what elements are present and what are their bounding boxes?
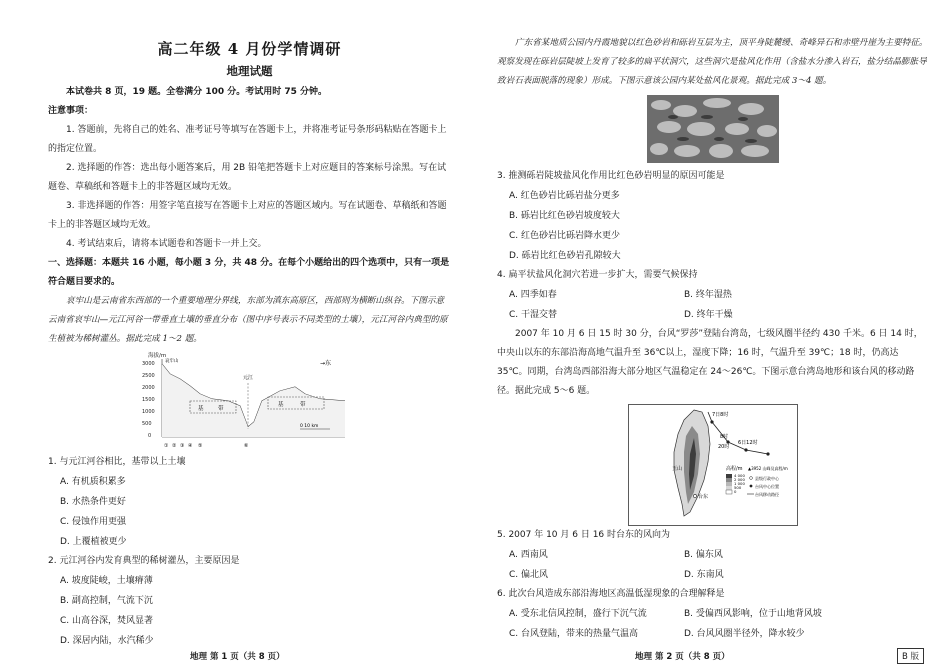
option-row [497,305,928,325]
y-tick: 1000 [141,409,155,415]
legend-elev: 0 [733,489,736,494]
option[interactable]: A. 红色砂岩比砾岩盐分更多 [509,191,620,201]
soil-number: ① [163,443,168,449]
passage-1: 哀牢山是云南省东西部的一个重要地理分界线，东部为滇东高原区，西部则为横断山纵谷。下图示意云南省哀牢山—元江河谷一带垂直土壤的垂直分布（图中序号表示不同类型的土壤），元江河谷内典型的原生植被为稀树灌丛。据此完成 1～2 题。 [48,296,448,344]
legend-peak: ▲3952 山峰及高程/m [747,466,788,471]
legend-path: 台风移动路径 [754,492,779,497]
legend-elev: 1 000 [733,481,745,486]
option[interactable]: D. 终年干燥 [684,310,733,320]
salt-weathering-photo [647,95,779,163]
peak-label: 哀牢山 [164,359,178,364]
option[interactable]: B. 砾岩比红色砂岩坡度较大 [509,211,620,221]
y-tick: 0 [147,433,151,439]
y-tick: 3000 [141,361,155,367]
option-row [497,624,928,644]
typhoon-time: 6日12时 [737,440,758,446]
legend-title: 高程/m [725,466,743,472]
exam-subtitle: 地理试题 [226,64,273,78]
scale-bar: 0 10 km [299,424,318,429]
page-footer: 地理 第 2 页（共 8 页） [635,652,730,662]
passage-2: 广东省某地质公园内丹霞地貌以红色砂岩和砾岩互层为主，顶平身陡麓缓、奇峰异石和赤壁丹崖为主要特征。观察发现在砾岩层陡坡上发育了较多的扁平状洞穴，这些洞穴是盐风化作用（含盐水分渗入岩石，盐分结晶膨胀导致岩石表面脱落的现象）形成。下图示意该公园内某处盐风化景观。据此完成 3～4 题。 [497,38,928,86]
option[interactable]: A. 有机质积累多 [60,477,126,487]
option[interactable]: B. 水热条件更好 [60,497,126,507]
option[interactable]: A. 四季如春 [509,290,557,300]
option-row [497,285,928,305]
exam-intro: 本试卷共 8 页，19 题。全卷满分 100 分。考试用时 75 分钟。 [66,87,328,97]
legend-city: 县级行政中心 [754,476,779,481]
option-row [497,604,928,624]
soil-number: ② [171,443,176,449]
option[interactable]: B. 受偏西风影响，位于山地背风坡 [684,609,822,619]
terrace-label: 带 [217,406,224,412]
section-heading: 一、选择题：本题共 16 小题，每小题 3 分，共 48 分。在每个小题给出的四个选项中，只有一项是符合题目要求的。 [48,258,450,287]
terrace-label: 基 [277,402,284,408]
option[interactable]: A. 西南风 [509,550,548,560]
legend-center: 台风中心位置 [754,484,779,489]
option[interactable]: C. 干湿交替 [509,310,558,320]
notice-item: 3. 非选择题的作答：用签字笔直接写在答题卡上对应的答题区域内。写在试题卷、草稿纸和答题卡上的非答题区域均无效。 [48,201,447,230]
option[interactable]: C. 山高谷深，焚风显著 [60,616,154,626]
option[interactable]: C. 偏北风 [509,570,549,580]
question-1: 1. 与元江河谷相比，基带以上土壤 [48,457,186,467]
option[interactable]: B. 终年湿热 [684,290,732,300]
typhoon-time: 8时 [719,434,728,440]
option[interactable]: C. 台风登陆，带来的热量气温高 [509,629,639,639]
question-3: 3. 推测砾岩陡坡盐风化作用比红色砂岩明显的原因可能是 [497,171,725,181]
place-label: 台东 [697,494,708,500]
terrace-label: 带 [299,402,306,408]
notice-item: 4. 考试结束后，请将本试题卷和答题卡一并上交。 [66,239,267,249]
figure-ylabel: 海拔/m [147,353,166,359]
terrace-label: 基 [197,406,204,412]
legend-elev: 4 000 [733,473,745,478]
option[interactable]: D. 台风风圈半径外，降水较少 [684,629,805,639]
version-badge: B 版 [897,648,924,664]
page-footer: 地理 第 1 页（共 8 页） [190,652,285,662]
option[interactable]: C. 红色砂岩比砾岩降水更少 [509,231,621,241]
soil-profile-figure [140,349,360,453]
y-tick: 1500 [141,397,155,403]
notice-label: 注意事项： [48,106,94,116]
option[interactable]: A. 坡度陡峻，土壤瘠薄 [60,576,153,586]
soil-number: ③ [179,443,184,449]
option[interactable]: D. 砾岩比红色砂岩孔隙较大 [509,251,621,261]
option[interactable]: B. 偏东风 [684,550,723,560]
question-5: 5. 2007 年 10 月 6 日 16 时台东的风向为 [497,530,671,540]
option[interactable]: D. 深居内陆，水汽稀少 [60,636,154,646]
page-2 [475,0,950,672]
river-label: 元江 [242,375,253,381]
typhoon-time: 7日8时 [711,412,728,418]
question-2: 2. 元江河谷内发育典型的稀树灌丛，主要原因是 [48,556,240,566]
question-4: 4. 扁平状盐风化洞穴若进一步扩大，需要气候保持 [497,270,698,280]
legend-elev: 500 [733,485,741,490]
place-label: 玉山 [671,466,682,472]
option[interactable]: B. 副高控制，气流下沉 [60,596,153,606]
taiwan-typhoon-map [628,404,798,526]
y-tick: 500 [141,421,152,427]
question-6: 6. 此次台风造成东部沿海地区高温低湿现象的合理解释是 [497,589,725,599]
notice-item: 1. 答题前，先将自己的姓名、准考证号等填写在答题卡上，并将准考证号条形码粘贴在答题卡上的指定位置。 [48,125,447,154]
notice-item: 2. 选择题的作答：选出每小题答案后，用 2B 铅笔把答题卡上对应题目的答案标号涂黑。写在试题卷、草稿纸和答题卡上的非答题区域均无效。 [48,163,447,192]
option-row [497,545,928,565]
option[interactable]: D. 上覆植被更少 [60,537,127,547]
soil-number: ⑤ [197,443,202,449]
typhoon-time: 20时 [717,444,729,450]
option[interactable]: A. 受东北信风控制，盛行下沉气流 [509,609,647,619]
option-row [497,565,928,585]
exam-title: 高二年级 4 月份学情调研 [157,40,342,58]
passage-3: 2007 年 10 月 6 日 15 时 30 分，台风“罗莎”登陆台湾岛，七级风圈半径约 430 千米。6 日 14 时，中央山以东的东部沿海高地气温升至 36℃以上，湿度下降；16 时，气温升至 39℃；18 时，仍高达 35℃。同期，台湾岛西部沿海大部分地区气温稳定在 24～26℃。下图示意台湾岛地形和该台风的移动路径。据此完成 5～6 题。 [497,329,923,396]
option[interactable]: C. 侵蚀作用更强 [60,517,127,527]
east-arrow: →东 [319,360,331,367]
y-tick: 2500 [141,373,155,379]
y-tick: 2000 [141,385,155,391]
soil-number: ④ [187,443,192,449]
option[interactable]: D. 东南风 [684,570,724,580]
soil-number: ⑥ [243,443,248,449]
legend-elev: 2 000 [733,477,745,482]
